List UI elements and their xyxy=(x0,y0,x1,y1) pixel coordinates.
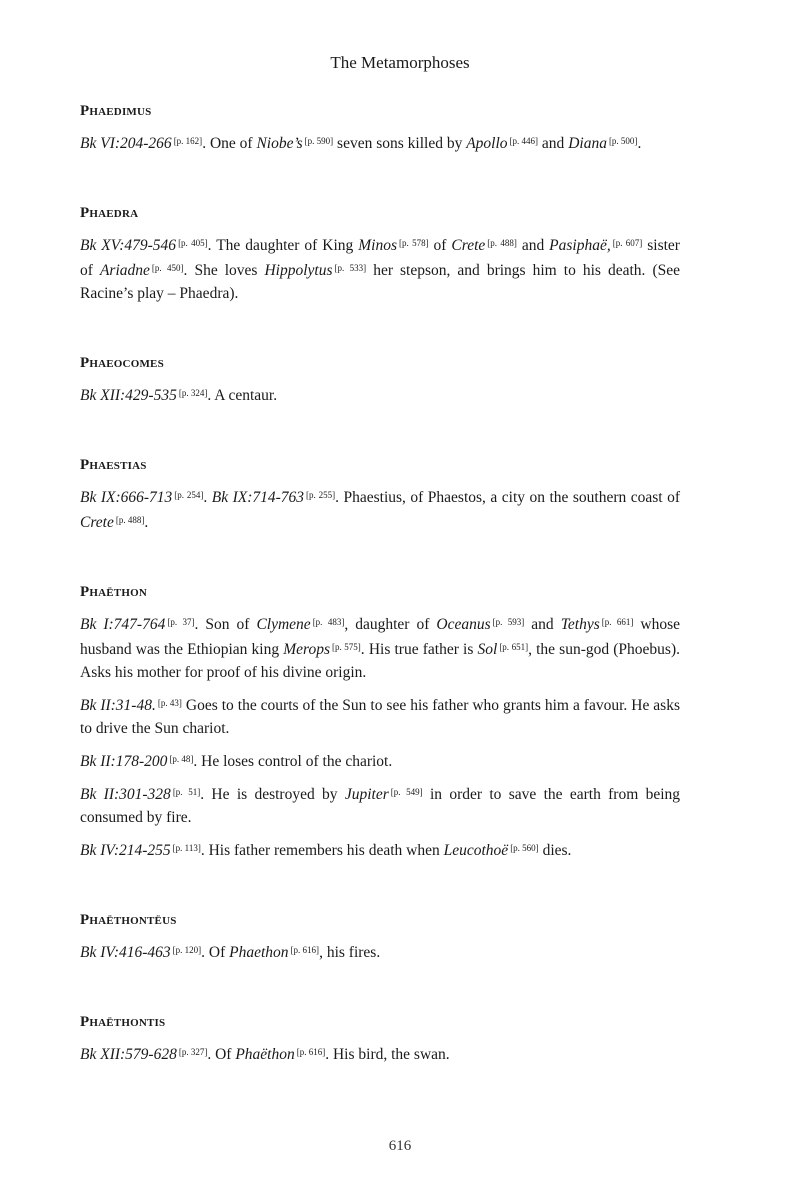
book-reference: Bk XII:429-535 xyxy=(80,387,177,404)
entry-paragraph xyxy=(80,837,680,862)
cross-reference-name: Oceanus xyxy=(436,616,491,633)
entry-paragraph xyxy=(80,1041,680,1066)
page-marker: [p. 575] xyxy=(332,642,361,652)
book-reference: Bk II:301-328 xyxy=(80,786,171,803)
text-segment: . Of xyxy=(207,1046,236,1063)
book-reference: Bk IV:214-255 xyxy=(80,842,171,859)
cross-reference-name: Niobe’s xyxy=(256,135,303,152)
entry-paragraph xyxy=(80,130,680,155)
text-segment: sister of xyxy=(80,237,680,279)
page-marker: [p. 446] xyxy=(509,136,539,146)
text-segment: . His bird, the swan. xyxy=(325,1046,450,1063)
text-segment: and xyxy=(524,616,561,633)
page-marker: [p. 607] xyxy=(612,238,643,248)
text-segment: . She loves xyxy=(183,262,265,279)
glossary-entry xyxy=(80,1011,680,1066)
cross-reference-name: Crete xyxy=(80,514,114,531)
text-segment: seven sons killed by xyxy=(333,135,467,152)
cross-reference-name: Diana xyxy=(568,135,607,152)
text-segment: , his fires. xyxy=(319,944,381,961)
cross-reference-name: Phaethon xyxy=(229,944,289,961)
glossary-entry xyxy=(80,454,680,534)
page-marker: [p. 405] xyxy=(178,238,208,248)
page-header-title: The Metamorphoses xyxy=(330,53,470,72)
text-segment: . Phaestius, of Phaestos, a city on the southern coast of xyxy=(335,489,680,506)
text-segment: . One of xyxy=(202,135,257,152)
page-marker: [p. 590] xyxy=(304,136,334,146)
cross-reference-name: Jupiter xyxy=(344,786,389,803)
entry-heading: Phaestias xyxy=(80,457,147,473)
text-segment: and xyxy=(538,135,569,152)
page-marker: [p. 120] xyxy=(172,945,202,955)
page-marker: [p. 651] xyxy=(499,642,529,652)
page-marker: [p. 616] xyxy=(296,1047,326,1057)
text-segment: . Son of xyxy=(194,616,257,633)
page-marker: [p. 661] xyxy=(601,617,634,627)
glossary-content xyxy=(80,100,680,1113)
glossary-entry xyxy=(80,581,680,862)
cross-reference-name: Clymene xyxy=(256,616,311,633)
entry-paragraph xyxy=(80,748,680,773)
text-segment: . He is destroyed by xyxy=(200,786,345,803)
text-segment: . His father remembers his death when xyxy=(200,842,444,859)
page-marker: [p. 593] xyxy=(492,617,525,627)
entry-heading: Phaedra xyxy=(80,205,139,221)
cross-reference-name: Ariadne xyxy=(99,262,150,279)
book-reference: Bk XV:479-546 xyxy=(80,237,177,254)
page-marker: [p. 500] xyxy=(608,136,638,146)
text-segment: . He loses control of the chariot. xyxy=(193,753,393,770)
text-segment: , daughter of xyxy=(344,616,437,633)
cross-reference-name: Minos xyxy=(358,237,397,254)
book-reference: Bk IX:714-763 xyxy=(211,489,305,506)
glossary-entry xyxy=(80,100,680,155)
page-marker: [p. 162] xyxy=(173,136,203,146)
cross-reference-name: Hippolytus xyxy=(264,262,333,279)
book-reference: Bk II:31-48. xyxy=(80,697,156,714)
page-marker: [p. 488] xyxy=(487,238,517,248)
cross-reference-name: Apollo xyxy=(466,135,508,152)
book-reference: Bk IV:416-463 xyxy=(80,944,171,961)
cross-reference-name: Sol xyxy=(477,641,498,658)
entry-heading: Phaedimus xyxy=(80,103,152,119)
text-segment: . A centaur. xyxy=(207,387,278,404)
page-marker: [p. 113] xyxy=(172,843,201,853)
cross-reference-name: Crete xyxy=(451,237,486,254)
glossary-entry xyxy=(80,909,680,964)
text-segment: . xyxy=(144,514,149,531)
entry-paragraph xyxy=(80,939,680,964)
text-segment: . xyxy=(203,489,212,506)
glossary-entry xyxy=(80,352,680,407)
page-marker: [p. 450] xyxy=(151,263,184,273)
entry-heading: Phaëthon xyxy=(80,584,147,600)
entry-heading: Phaëthontëus xyxy=(80,912,177,928)
text-segment: . The daughter of King xyxy=(207,237,359,254)
page-marker: [p. 48] xyxy=(169,754,194,764)
page-marker: [p. 549] xyxy=(390,787,423,797)
entry-paragraph xyxy=(80,484,680,534)
book-reference: Bk VI:204-266 xyxy=(80,135,172,152)
page-marker: [p. 255] xyxy=(306,490,336,500)
page-marker: [p. 43] xyxy=(157,698,182,708)
book-reference: Bk II:178-200 xyxy=(80,753,168,770)
cross-reference-name: Merops xyxy=(283,641,331,658)
cross-reference-name: Phaëthon xyxy=(235,1046,295,1063)
entry-paragraph xyxy=(80,382,680,407)
text-segment: . xyxy=(637,135,642,152)
text-segment: . Of xyxy=(201,944,230,961)
page-marker: [p. 324] xyxy=(178,388,208,398)
entry-paragraph xyxy=(80,781,680,829)
page-marker: [p. 254] xyxy=(174,490,204,500)
text-segment: and xyxy=(516,237,550,254)
text-segment: whose husband was the Ethiopian king xyxy=(80,616,681,658)
page-marker: [p. 327] xyxy=(178,1047,208,1057)
entry-heading: Phaeocomes xyxy=(80,355,164,371)
page-marker: [p. 37] xyxy=(167,617,195,627)
text-segment: her stepson, and brings him to his death. (See Racine’s play – Phaedra). xyxy=(80,262,680,302)
page-marker: [p. 560] xyxy=(510,843,539,853)
text-segment: of xyxy=(428,237,452,254)
page-marker: [p. 578] xyxy=(399,238,429,248)
page-marker: [p. 483] xyxy=(312,617,345,627)
entry-paragraph xyxy=(80,611,680,684)
book-reference: Bk IX:666-713 xyxy=(80,489,173,506)
text-segment: , the sun-god (Phoebus). Asks his mother for proof of his divine origin. xyxy=(80,641,680,681)
page-marker: [p. 533] xyxy=(334,263,367,273)
text-segment: in order to save the earth from being consumed by fire. xyxy=(80,786,680,826)
glossary-entry xyxy=(80,202,680,305)
page-marker: [p. 51] xyxy=(172,787,201,797)
cross-reference-name: Tethys xyxy=(560,616,600,633)
page-number: 616 xyxy=(388,1138,412,1154)
text-segment: Goes to the courts of the Sun to see his father who grants him a favour. He asks to drive the Sun chariot. xyxy=(80,697,680,737)
text-segment: . His true father is xyxy=(360,641,478,658)
cross-reference-name: Leucothoë xyxy=(443,842,509,859)
entry-paragraph xyxy=(80,692,680,740)
page-marker: [p. 616] xyxy=(290,945,320,955)
book-reference: Bk I:747-764 xyxy=(80,616,166,633)
entry-paragraph xyxy=(80,232,680,305)
entry-heading: Phaëthontis xyxy=(80,1014,166,1030)
page-marker: [p. 488] xyxy=(115,515,145,525)
text-segment: dies. xyxy=(538,842,572,859)
cross-reference-name: Pasiphaë, xyxy=(549,237,611,254)
book-reference: Bk XII:579-628 xyxy=(80,1046,177,1063)
